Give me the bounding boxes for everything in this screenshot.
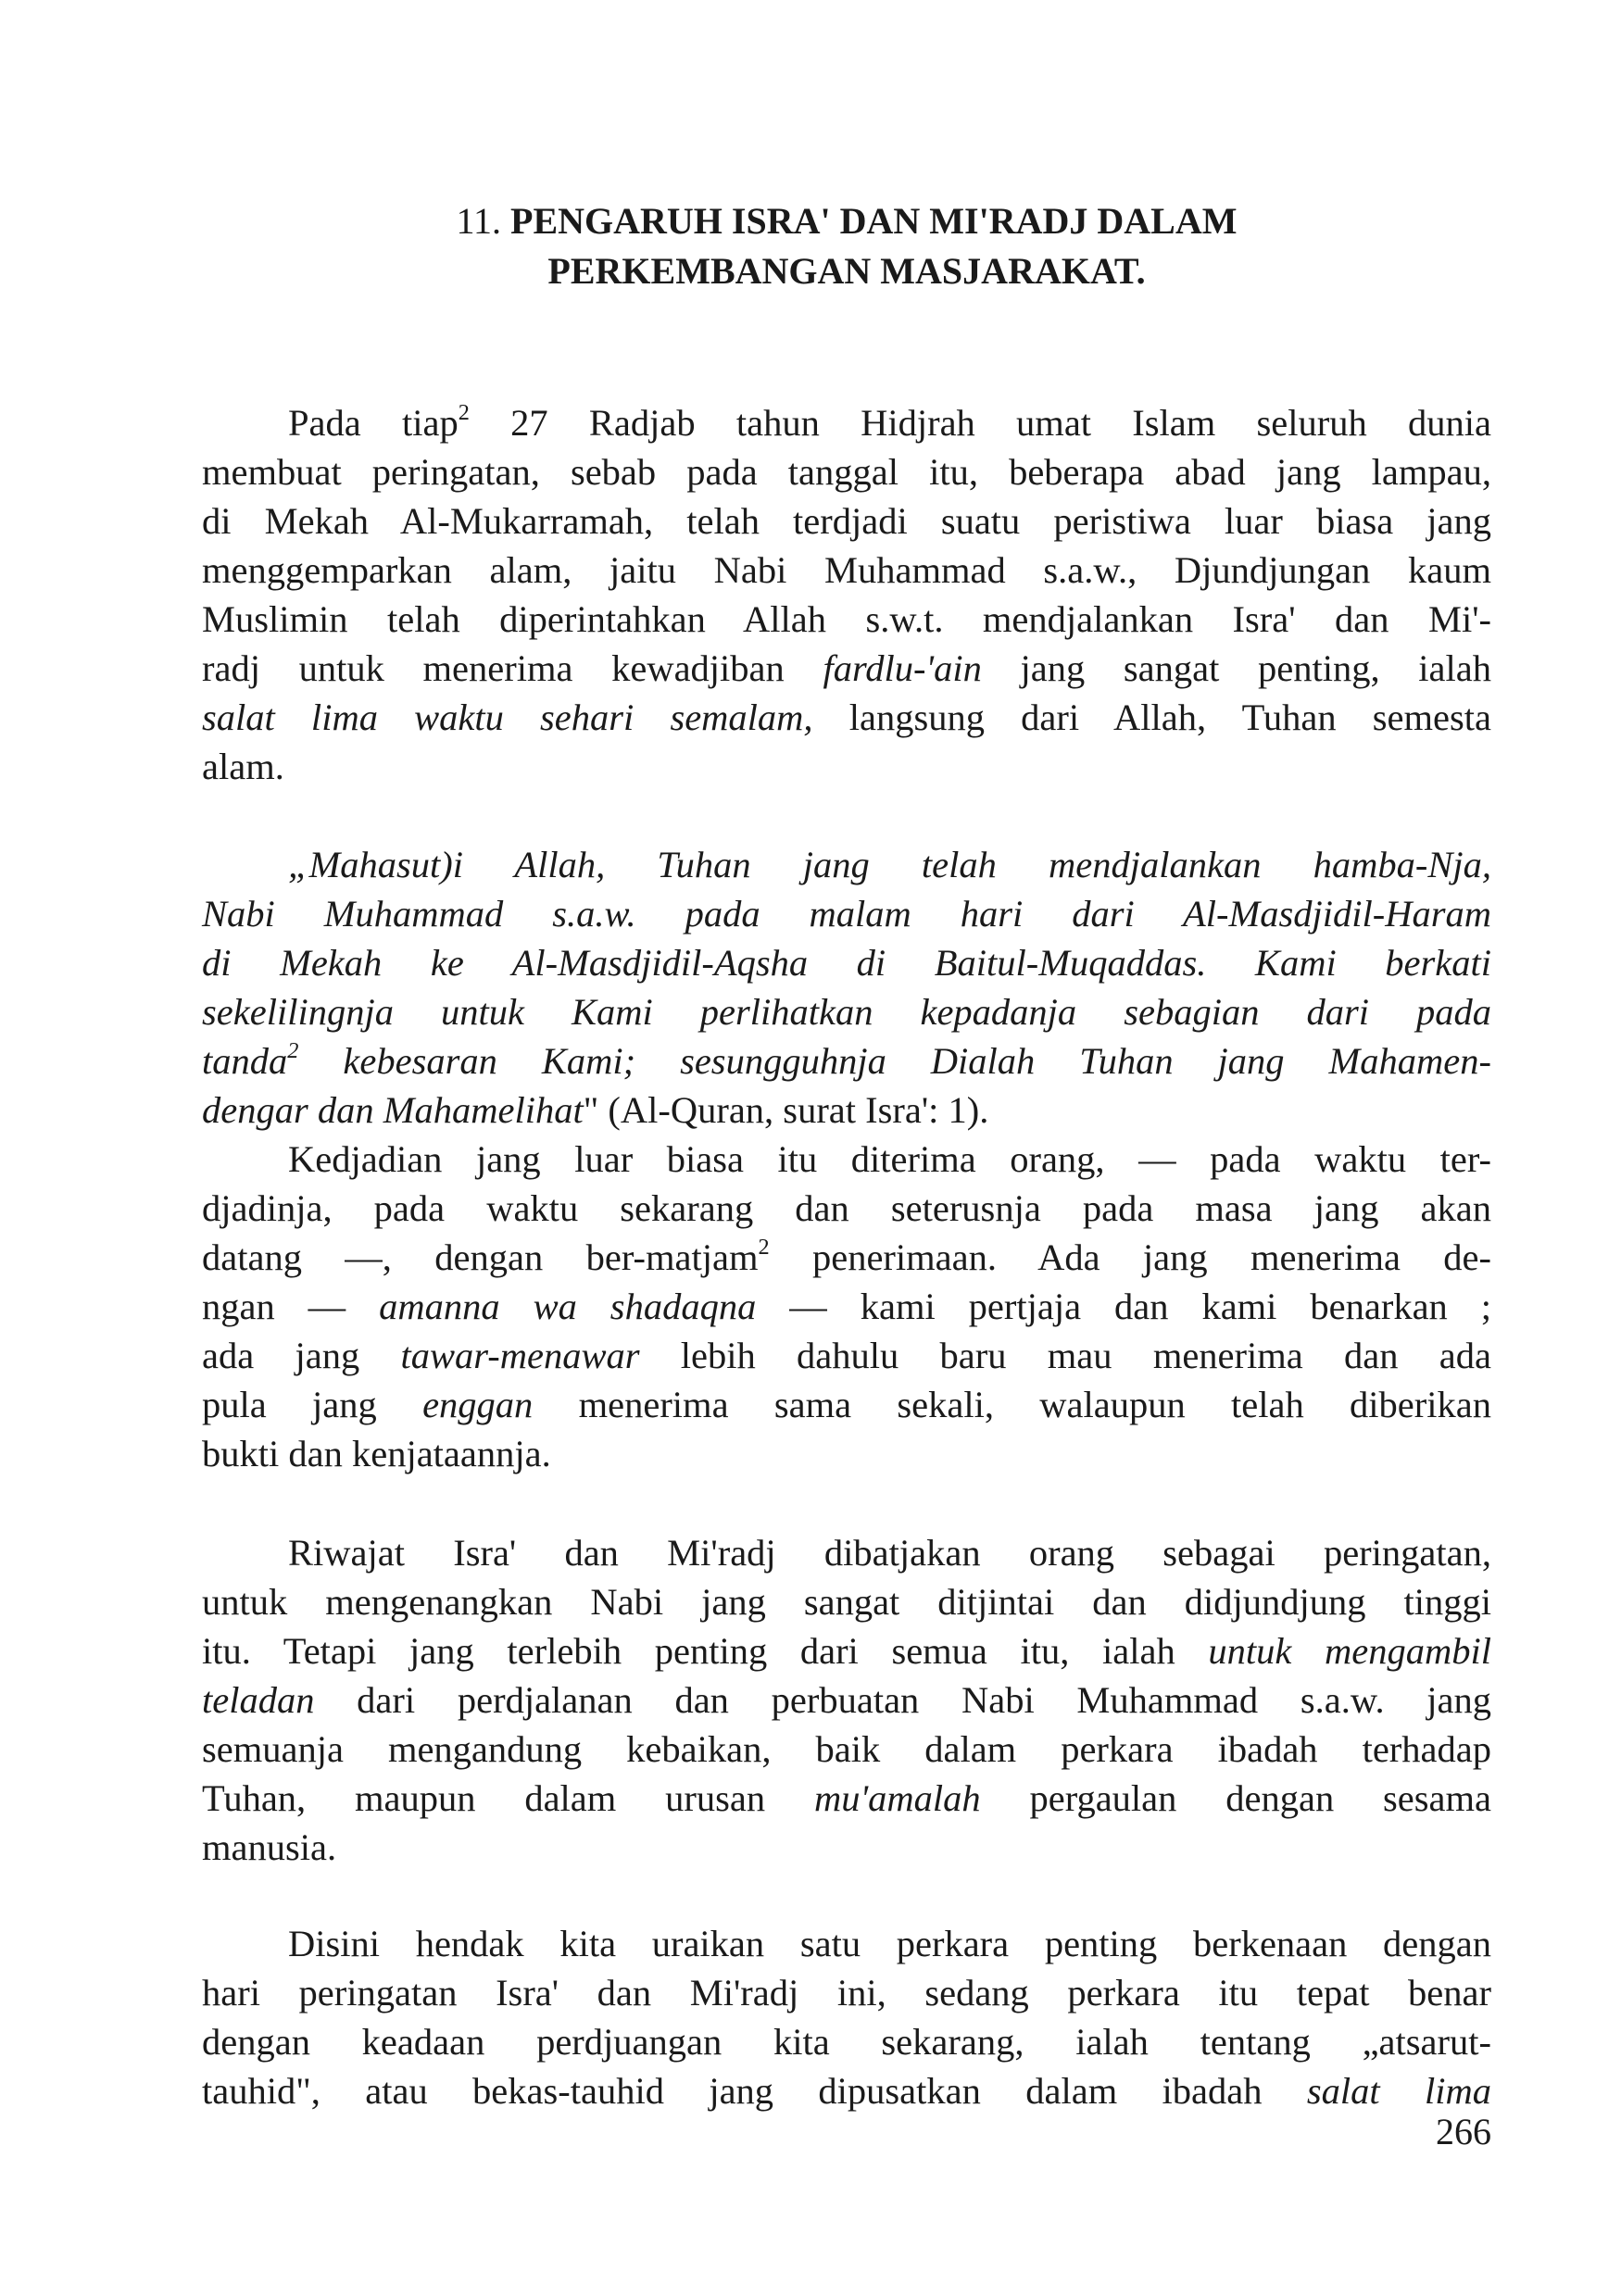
paragraph-5: Disini hendak kita uraikan satu perkara penting berkenaan dengan hari peringatan Isra' dan Mi'radj ini, sedang perkara itu tepat benar dengan keadaan perdjuangan kita sekarang, ialah tentang „atsarut- tauhid", atau bekas-tauhid jang dipusatkan dalam ibadah salat lima: [202, 1923, 1491, 2112]
chapter-title-line-2: PERKEMBANGAN MASJARAKAT.: [547, 250, 1146, 292]
quran-quote-paragraph: „Mahasut)i Allah, Tuhan jang telah mendjalankan hamba-Nja, Nabi Muhammad s.a.w. pada malam hari dari Al-Masdjidil-Haram di Mekah ke Al-Masdjidil-Aqsha di Baitul-Muqaddas. Kami berkati sekelilingnja untuk Kami perlihatkan kepadanja sebagian dari pada tanda$^2$ kebesaran Kami; sesungguhnja Dialah Tuhan jang Mahamen- dengar dan Mahamelihat" (Al-Quran, surat Isra': 1).: [202, 844, 1491, 1131]
book-page: [202, 0, 1491, 2296]
paragraph-1: Pada tiap$^2$ 27 Radjab tahun Hidjrah umat Islam seluruh dunia membuat peringatan, sebab pada tanggal itu, beberapa abad jang lampau, di Mekah Al-Mukarramah, telah terdjadi suatu peristiwa luar biasa jang menggemparkan alam, jaitu Nabi Muhammad s.a.w., Djundjungan kaum Muslimin telah diperintahkan Allah s.w.t. mendjalankan Isra' dan Mi'- radj untuk menerima kewadjiban fardlu-'ain jang sangat penting, ialah salat lima waktu sehari semalam, langsung dari Allah, Tuhan semesta alam.: [202, 400, 1491, 787]
paragraph-3: Kedjadian jang luar biasa itu diterima orang, — pada waktu ter- djadinja, pada waktu sekarang dan seterusnja pada masa jang akan datang —, dengan ber-matjam$^2$ penerimaan. Ada jang menerima de- ngan — amanna wa shadaqna — kami pertjaja dan kami benarkan ; ada jang tawar-menawar lebih dahulu baru mau menerima dan ada pula jang enggan menerima sama sekali, walaupun telah diberikan bukti dan kenjataannja.: [202, 1138, 1492, 1474]
chapter-title-line-1: 11. PENGARUH ISRA' DAN MI'RADJ DALAM: [456, 200, 1238, 242]
chapter-number: 11.: [456, 200, 502, 242]
chapter-title: [202, 196, 1491, 296]
paragraph-4: Riwajat Isra' dan Mi'radj dibatjakan orang sebagai peringatan, untuk mengenangkan Nabi jang sangat ditjintai dan didjundjung tinggi itu. Tetapi jang terlebih penting dari semua itu, ialah untuk mengambil teladan dari perdjalanan dan perbuatan Nabi Muhammad s.a.w. jang semuanja mengandung kebaikan, baik dalam perkara ibadah terhadap Tuhan, maupun dalam urusan mu'amalah pergaulan dengan sesama manusia.: [202, 1532, 1491, 1868]
page-number: 266: [1436, 2111, 1491, 2152]
